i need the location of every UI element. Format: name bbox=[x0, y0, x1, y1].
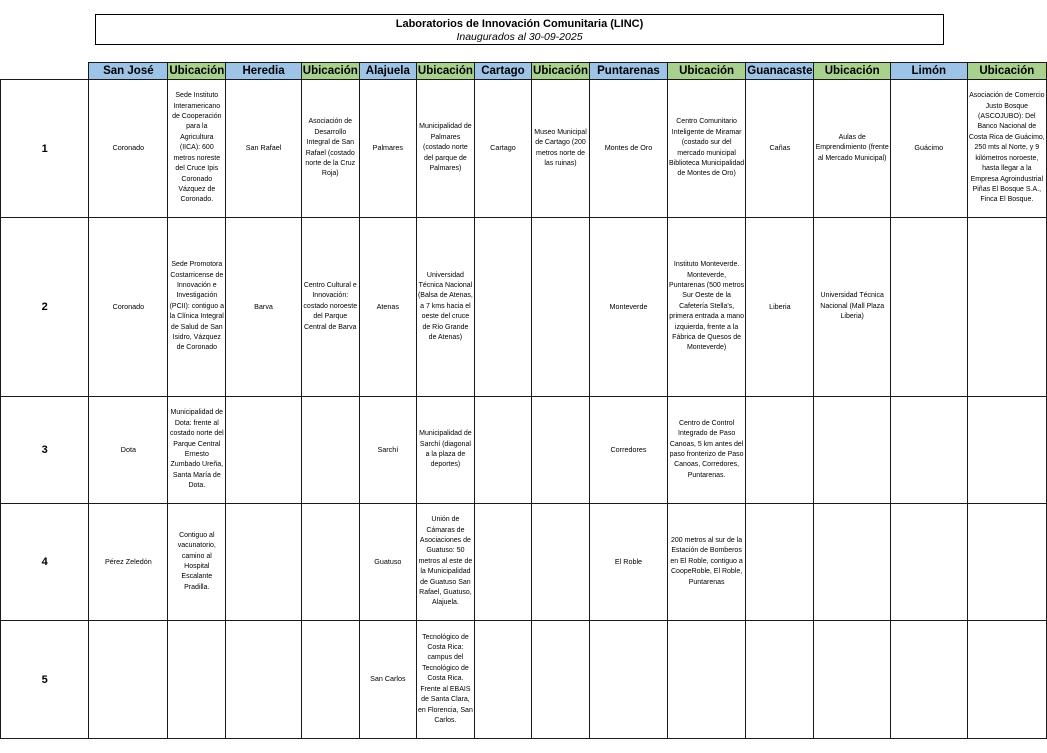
location-cell bbox=[301, 397, 359, 504]
row-number: 1 bbox=[1, 80, 89, 218]
table-row bbox=[1, 621, 1047, 739]
canton-cell: El Roble bbox=[589, 504, 667, 621]
location-cell: Municipalidad de Sarchí (diagonal a la plaza de deportes) bbox=[416, 397, 474, 504]
location-header: Ubicación bbox=[301, 63, 359, 80]
location-cell: Universidad Técnica Nacional (Mall Plaza Liberia) bbox=[814, 218, 890, 397]
report-title-box bbox=[95, 14, 944, 45]
canton-cell bbox=[474, 218, 531, 397]
canton-cell bbox=[890, 504, 967, 621]
linc-table bbox=[0, 62, 1047, 739]
location-header: Ubicación bbox=[814, 63, 890, 80]
location-header: Ubicación bbox=[168, 63, 226, 80]
location-cell: Centro Comunitario Inteligente de Miramar (costado sur del mercado municipal Biblioteca Municipalidad de Montes de Oro) bbox=[667, 80, 745, 218]
canton-cell: Dota bbox=[89, 397, 168, 504]
row-number: 3 bbox=[1, 397, 89, 504]
canton-cell: Guácimo bbox=[890, 80, 967, 218]
canton-cell bbox=[746, 397, 814, 504]
canton-cell bbox=[474, 397, 531, 504]
location-header: Ubicación bbox=[532, 63, 590, 80]
canton-cell: Corredores bbox=[589, 397, 667, 504]
location-cell: Municipalidad de Palmares (costado norte del parque de Palmares) bbox=[416, 80, 474, 218]
location-cell: Aulas de Emprendimiento (frente al Mercado Municipal) bbox=[814, 80, 890, 218]
province-header: Alajuela bbox=[359, 63, 416, 80]
location-cell: 200 metros al sur de la Estación de Bomberos en El Roble, contiguo a CoopeRoble, El Roble, Puntarenas bbox=[667, 504, 745, 621]
row-number: 4 bbox=[1, 504, 89, 621]
canton-cell bbox=[226, 504, 301, 621]
table-row bbox=[1, 504, 1047, 621]
canton-cell bbox=[746, 504, 814, 621]
canton-cell: Monteverde bbox=[589, 218, 667, 397]
province-header: San José bbox=[89, 63, 168, 80]
canton-cell: Barva bbox=[226, 218, 301, 397]
canton-cell: Montes de Oro bbox=[589, 80, 667, 218]
location-cell bbox=[967, 621, 1046, 739]
canton-cell bbox=[890, 621, 967, 739]
location-cell bbox=[532, 621, 590, 739]
location-cell bbox=[667, 621, 745, 739]
location-cell: Asociación de Comercio Justo Bosque (ASCOJUBO): Del Banco Nacional de Costa Rica de Guácimo, 250 mts al Norte, y 9 kilómetros noroeste, hasta llegar a la Empresa Agroindustrial Piñas El Bosque S.A., Finca El Bosque. bbox=[967, 80, 1046, 218]
canton-cell: Guatuso bbox=[359, 504, 416, 621]
location-cell bbox=[814, 621, 890, 739]
location-cell bbox=[814, 504, 890, 621]
location-cell bbox=[532, 218, 590, 397]
table-row bbox=[1, 397, 1047, 504]
canton-cell bbox=[89, 621, 168, 739]
canton-cell: Palmares bbox=[359, 80, 416, 218]
location-header: Ubicación bbox=[967, 63, 1046, 80]
report-title: Laboratorios de Innovación Comunitaria (LINC) bbox=[395, 18, 644, 30]
location-cell: Sede Promotora Costarricense de Innovación e Investigación (PCII): contiguo a la Clínica Integral de Salud de San Isidro, Vázquez de Coronado bbox=[168, 218, 226, 397]
location-cell: Museo Municipal de Cartago (200 metros norte de las ruinas) bbox=[532, 80, 590, 218]
location-cell bbox=[532, 504, 590, 621]
canton-cell bbox=[226, 397, 301, 504]
canton-cell bbox=[474, 621, 531, 739]
row-number: 5 bbox=[1, 621, 89, 739]
location-cell bbox=[168, 621, 226, 739]
province-header: Heredia bbox=[226, 63, 301, 80]
canton-cell: Atenas bbox=[359, 218, 416, 397]
canton-cell bbox=[746, 621, 814, 739]
header-corner bbox=[1, 63, 89, 80]
location-header: Ubicación bbox=[667, 63, 745, 80]
canton-cell bbox=[890, 397, 967, 504]
location-cell bbox=[532, 397, 590, 504]
province-header: Limón bbox=[890, 63, 967, 80]
table-row bbox=[1, 80, 1047, 218]
location-cell bbox=[301, 621, 359, 739]
province-header: Puntarenas bbox=[589, 63, 667, 80]
canton-cell: Pérez Zeledón bbox=[89, 504, 168, 621]
canton-cell: San Carlos bbox=[359, 621, 416, 739]
location-cell: Tecnológico de Costa Rica: campus del Tecnológico de Costa Rica. Frente al EBAIS de Santa Clara, en Florencia, San Carlos. bbox=[416, 621, 474, 739]
canton-cell bbox=[890, 218, 967, 397]
canton-cell bbox=[474, 504, 531, 621]
location-cell bbox=[967, 218, 1046, 397]
location-cell: Centro Cultural e Innovación: costado noroeste del Parque Central de Barva bbox=[301, 218, 359, 397]
table-row bbox=[1, 218, 1047, 397]
province-header: Cartago bbox=[474, 63, 531, 80]
location-cell bbox=[967, 397, 1046, 504]
canton-cell bbox=[589, 621, 667, 739]
location-cell: Asociación de Desarrollo Integral de San Rafael (costado norte de la Cruz Roja) bbox=[301, 80, 359, 218]
header-row bbox=[1, 63, 1047, 80]
location-cell bbox=[301, 504, 359, 621]
canton-cell: Cañas bbox=[746, 80, 814, 218]
canton-cell: Liberia bbox=[746, 218, 814, 397]
canton-cell: San Rafael bbox=[226, 80, 301, 218]
location-cell: Instituto Monteverde. Monteverde, Puntarenas (500 metros Sur Oeste de la Cafetería Stella's, primera entrada a mano izquierda, frente a la Fábrica de Quesos de Monteverde) bbox=[667, 218, 745, 397]
canton-cell: Sarchí bbox=[359, 397, 416, 504]
table-body bbox=[1, 80, 1047, 739]
location-cell bbox=[967, 504, 1046, 621]
canton-cell bbox=[226, 621, 301, 739]
location-cell: Unión de Cámaras de Asociaciones de Guatuso: 50 metros al este de la Municipalidad de Guatuso San Rafael, Guatuso, Alajuela. bbox=[416, 504, 474, 621]
location-cell: Contiguo al vacunatorio, camino al Hospital Escalante Pradilla. bbox=[168, 504, 226, 621]
canton-cell: Cartago bbox=[474, 80, 531, 218]
province-header: Guanacaste bbox=[746, 63, 814, 80]
canton-cell: Coronado bbox=[89, 218, 168, 397]
row-number: 2 bbox=[1, 218, 89, 397]
location-header: Ubicación bbox=[416, 63, 474, 80]
location-cell bbox=[814, 397, 890, 504]
location-cell: Municipalidad de Dota: frente al costado norte del Parque Central Ernesto Zumbado Ureña, Santa María de Dota. bbox=[168, 397, 226, 504]
location-cell: Centro de Control Integrado de Paso Canoas, 5 km antes del paso fronterizo de Paso Canoas, Corredores, Puntarenas. bbox=[667, 397, 745, 504]
location-cell: Universidad Técnica Nacional (Balsa de Atenas, a 7 kms hacia el oeste del cruce de Río Grande de Atenas) bbox=[416, 218, 474, 397]
report-subtitle: Inaugurados al 30-09-2025 bbox=[456, 31, 583, 43]
canton-cell: Coronado bbox=[89, 80, 168, 218]
location-cell: Sede Instituto Interamericano de Cooperación para la Agricultura (IICA): 600 metros noreste del Cruce Ipis Coronado Vázquez de Coronado. bbox=[168, 80, 226, 218]
